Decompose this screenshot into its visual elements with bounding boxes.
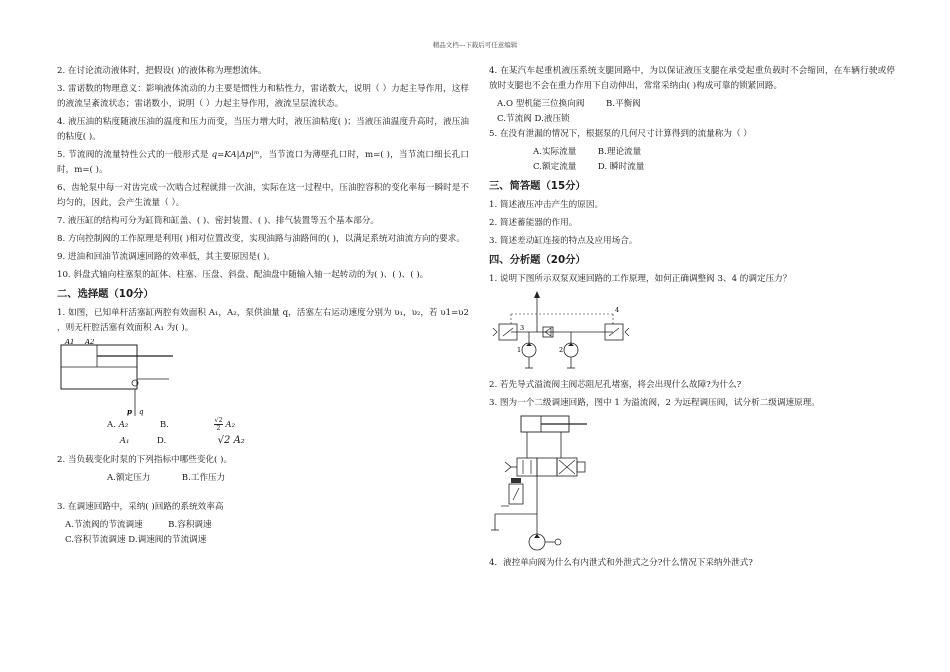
- fill-question-6: 6、齿轮泵中每一对齿完成一次啮合过程就排一次油，实际在这一过程中，压油腔容积的变化率每一瞬时是不均匀的，因此，会产生流量（ ）。: [57, 183, 469, 208]
- two-stage-circuit-figure: [491, 414, 601, 554]
- short-question-1: 1. 简述液压冲击产生的原因。: [489, 200, 604, 210]
- right-column: [489, 64, 895, 574]
- q5-text-a: 5. 节流阀的流量特性公式的一般形式是: [57, 150, 212, 160]
- c1-option-c-value: A₁: [119, 436, 130, 446]
- section-3-heading: 三、简答题（15分）: [489, 180, 586, 192]
- c3-option-cd: C.容积节流调速 D.调速阀的节流调速: [65, 535, 207, 545]
- short-question-3: 3. 简述差动缸连接的特点及应用场合。: [489, 236, 638, 246]
- directional-valve-left: [517, 458, 537, 476]
- fig1-label-a2: A2: [85, 339, 95, 346]
- choice-question-4: 4. 在某汽车起重机液压系统支腿回路中，为以保证液压支腿在承受起重负载时不会缩回，在车辆行驶或停放时支腿也不会在重力作用下自动伸出，常常采纳由( )构成可靠的锁紧回路。: [489, 66, 895, 91]
- fig2-label-3: 3: [520, 324, 525, 332]
- c1-option-d-label: D.: [156, 436, 167, 446]
- spring-symbol: [505, 462, 511, 472]
- c4-option-a: A.O 型机能三位换向阀: [497, 99, 585, 109]
- c5-option-d: D. 瞬时流量: [597, 162, 645, 172]
- analysis-question-4: 4．液控单向阀为什么有内泄式和外泄式之分?什么情况下采纳外泄式?: [489, 558, 753, 568]
- choice-5-options: [489, 145, 895, 175]
- c2-option-b: B.工作压力: [181, 473, 226, 483]
- fill-question-2: 2. 在讨论流动液体时，把假设( )的液体称为理想流体。: [57, 66, 267, 76]
- fill-question-8: 8. 方向控制阀的工作原理是利用( )相对位置改变，实现油路与油路间的( )，以满足系统对油流方向的要求。: [57, 234, 465, 244]
- c4-option-b: B.平衡阀: [605, 99, 641, 109]
- fig2-label-2: 2: [559, 346, 564, 354]
- choice-1-options: [57, 417, 469, 449]
- fig2-label-1: 1: [517, 346, 522, 354]
- dual-pump-circuit-figure: [491, 290, 631, 374]
- c1-option-b-numerator: √2: [214, 416, 223, 424]
- fig1-label-p: p: [127, 407, 132, 416]
- flow-arrow: [534, 291, 540, 298]
- short-question-2: 2. 简述蓄能器的作用。: [489, 218, 578, 228]
- choice-question-2: 2. 当负载变化时泵的下列指标中哪些变化( )。: [57, 455, 233, 465]
- fill-question-9: 9. 进油和回油节流调速回路的效率低，其主要原因是( )。: [57, 252, 276, 262]
- fill-question-4: 4. 液压油的粘度随液压油的温度和压力而变，当压力增大时，液压油粘度( )；当液压油温度升高时，液压油的粘度( )。: [57, 117, 469, 142]
- fill-question-10: 10. 斜盘式轴向柱塞泵的缸体、柱塞、压盘、斜盘、配油盘中随输入轴一起转动的为( )、( )、( )。: [57, 270, 429, 280]
- c1-option-a-value: A₂: [118, 420, 129, 430]
- section-4-heading: 四、分析题（20分）: [489, 254, 586, 266]
- analysis-question-2: 2. 若先导式溢流阀主阀芯阻尼孔堵塞，将会出现什么故障?为什么?: [489, 380, 742, 390]
- left-column: [57, 64, 469, 548]
- analysis-question-3: 3. 图为一个二级调速回路，图中 1 为溢流阀，2 为远程调压阀，试分析二级调速原理。: [489, 398, 820, 408]
- choice-question-5: 5. 在没有泄漏的情况下，根据泵的几何尺寸计算得到的流量称为（ ）: [489, 129, 752, 139]
- c5-option-c: C.额定流量: [533, 162, 577, 172]
- choice-question-3: 3. 在调速回路中，采纳( )回路的系统效率高: [57, 502, 224, 512]
- c4-option-c: C.节流阀: [497, 114, 532, 124]
- q5-formula: q=KA|Δp|ᵐ: [211, 150, 260, 160]
- fig2-label-4: 4: [615, 306, 620, 314]
- c1-option-b-denominator: 2: [216, 424, 221, 432]
- analysis-question-1: 1. 说明下图所示双泵双速回路的工作原理，如何正确调整阀 3、4 的调定压力？: [489, 274, 792, 284]
- c5-option-b: B.理论流量: [597, 147, 642, 157]
- choice-4-options: [489, 97, 895, 127]
- c1-option-a-label: A.: [107, 420, 116, 430]
- page-header: 精品文档---下载后可任意编辑: [432, 41, 518, 49]
- c2-option-a: A.额定压力: [107, 473, 151, 483]
- choice-2-options: [57, 471, 469, 486]
- c1-option-d-value: √2 A₂: [217, 435, 245, 446]
- remote-pressure-valve-2: [511, 478, 521, 483]
- section-2-heading: 二、选择题（10分）: [57, 288, 154, 300]
- fill-question-3: 3. 雷诺数的物理意义：影响液体流动的力主要是惯性力和粘性力，雷诺数大，说明（ ）力起主导作用，这样的液流呈紊流状态；雷诺数小，说明（ ）力起主导作用，液流呈层流状态。: [57, 84, 469, 109]
- q5-text-b: ，当节流口为薄壁孔口时，m=( )，当节流口细长孔口时，m=( )。: [57, 150, 469, 175]
- fill-question-7: 7. 液压缸的结构可分为缸筒和缸盖、( )、密封装置、( )、排气装置等五个基本部分。: [57, 216, 379, 226]
- cylinder-figure: [57, 339, 177, 417]
- c3-option-b: B.容积调速: [168, 520, 212, 530]
- c1-option-b-label: B.: [159, 420, 169, 430]
- fill-question-5: [57, 148, 469, 178]
- solenoid: [577, 462, 585, 472]
- c3-option-a: A.节流阀的节流调速: [65, 520, 143, 530]
- c1-option-b-value: A₂: [225, 420, 236, 430]
- directional-valve-middle: [537, 458, 557, 476]
- c5-option-a: A.实际流量: [533, 147, 577, 157]
- fig1-label-a1: A1: [65, 339, 75, 346]
- fig1-label-q: q: [139, 408, 144, 416]
- c4-option-d: D.液压锁: [534, 114, 570, 124]
- choice-3-options: [57, 518, 469, 548]
- choice-question-1: 1. 如图，已知单杆活塞缸两腔有效面积 A₁，A₂，泵供油量 q，活塞左右运动速度分别为 υ₁，υ₂，若 υ1=υ2 ，则无杆腔活塞有效面积 A₁ 为( )。: [57, 308, 469, 333]
